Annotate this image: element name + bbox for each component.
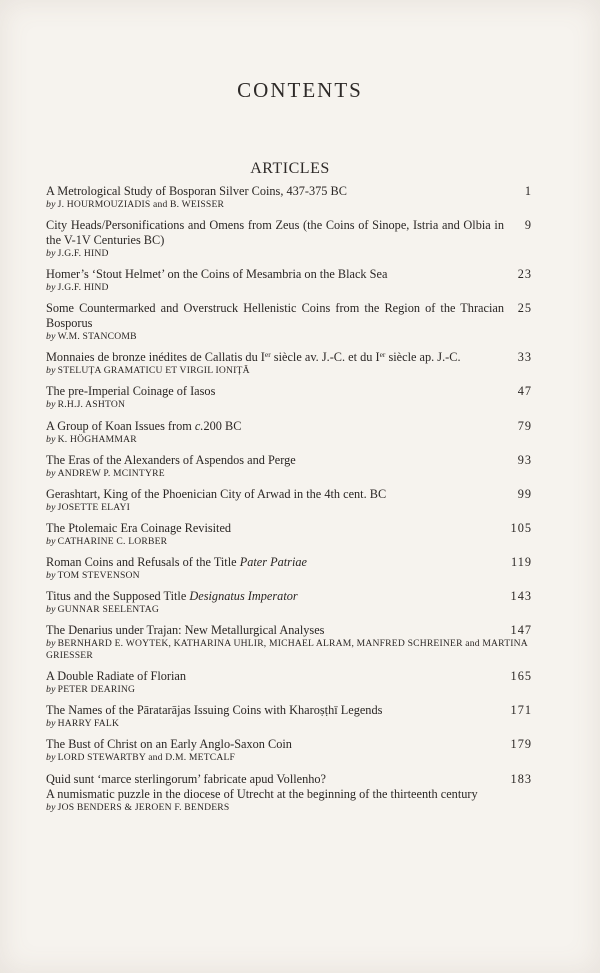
article-authors: by PETER DEARING (46, 684, 136, 696)
toc-entry[interactable] (46, 737, 532, 764)
toc-entry[interactable] (46, 301, 532, 343)
page-number: 47 (517, 384, 532, 399)
article-title: A Group of Koan Issues from c.200 BC (46, 418, 242, 433)
toc-entry[interactable] (46, 703, 532, 730)
page-number: 1 (524, 184, 532, 198)
toc-entry[interactable] (46, 184, 532, 211)
article-authors: by JOS BENDERS & JEROEN F. BENDERS (46, 801, 230, 813)
page-number: 99 (517, 486, 532, 501)
page-number: 143 (510, 589, 532, 604)
article-title: Quid sunt ‘marce sterlingorum’ fabricate apud Vollenho? (46, 771, 327, 786)
article-title: The Denarius under Trajan: New Metallurgical Analyses (46, 623, 325, 638)
page-number: 183 (510, 771, 532, 786)
toc-entry[interactable] (46, 772, 532, 814)
page-number: 25 (517, 301, 532, 316)
article-title: A Double Radiate of Florian (46, 669, 187, 684)
toc-entry[interactable] (46, 521, 532, 548)
article-authors: by CATHARINE C. LORBER (46, 535, 168, 547)
article-authors: by J.G.F. HIND (46, 248, 109, 260)
articles-section-heading: ARTICLES (250, 160, 330, 177)
page-number: 105 (510, 520, 532, 535)
article-authors: by J.G.F. HIND (46, 282, 109, 294)
page-number: 179 (510, 737, 532, 752)
article-title: Titus and the Supposed Title Designatus Imperator (46, 589, 298, 604)
toc-entry[interactable] (46, 589, 532, 616)
article-title: The Names of the Pāratarājas Issuing Coins with Kharoṣṭhī Legends (46, 703, 383, 718)
toc-entry[interactable] (46, 453, 532, 480)
article-authors: by LORD STEWARTBY and D.M. METCALF (46, 752, 236, 764)
toc-entry[interactable] (46, 267, 532, 294)
toc-entry[interactable] (46, 623, 532, 662)
article-title: Gerashtart, King of the Phoenician City of Arwad in the 4th cent. BC (46, 486, 387, 501)
article-authors: by BERNHARD E. WOYTEK, KATHARINA UHLIR, MICHAEL ALRAM, MANFRED SCHREINER and MARTINA GRIESSER (46, 638, 528, 662)
article-title: Some Countermarked and Overstruck Hellenistic Coins from the Region of the Thracian Bosporus (46, 301, 504, 331)
page-number: 93 (517, 452, 532, 467)
page-number: 79 (517, 418, 532, 433)
article-title: Homer’s ‘Stout Helmet’ on the Coins of Mesambria on the Black Sea (46, 267, 388, 282)
article-subtitle: A numismatic puzzle in the diocese of Utrecht at the beginning of the thirteenth century (46, 786, 478, 801)
article-authors: by J. HOURMOUZIADIS and B. WEISSER (46, 199, 225, 210)
article-title: The pre-Imperial Coinage of Iasos (46, 384, 216, 399)
page-number: 9 (524, 218, 532, 233)
article-title: City Heads/Personifications and Omens from Zeus (the Coins of Sinope, Istria and Olbia in the V-1V Centuries BC) (46, 218, 504, 248)
toc-entry[interactable] (46, 350, 532, 377)
article-authors: by R.H.J. ASHTON (46, 399, 126, 411)
article-authors: by ANDREW P. MCINTYRE (46, 467, 165, 479)
article-authors: by K. HÖGHAMMAR (46, 433, 137, 445)
toc-entry[interactable] (46, 384, 532, 411)
page-number: 23 (517, 267, 532, 282)
page-number: 165 (510, 669, 532, 684)
article-title: The Ptolemaic Era Coinage Revisited (46, 520, 232, 535)
page-number: 119 (511, 554, 532, 569)
article-authors: by JOSETTE ELAYI (46, 501, 130, 513)
toc-entry[interactable] (46, 218, 532, 260)
article-title: Roman Coins and Refusals of the Title Pater Patriae (46, 554, 307, 569)
article-authors: by TOM STEVENSON (46, 569, 140, 581)
page-number: 33 (517, 350, 532, 365)
article-title: The Bust of Christ on an Early Anglo-Saxon Coin (46, 737, 292, 752)
toc-entry[interactable] (46, 555, 532, 582)
page-number: 147 (510, 623, 532, 638)
article-authors: by HARRY FALK (46, 718, 120, 730)
table-of-contents (46, 184, 532, 821)
article-title: The Eras of the Alexanders of Aspendos and Perge (46, 452, 296, 467)
article-authors: by GUNNAR SEELENTAG (46, 604, 159, 616)
toc-entry[interactable] (46, 419, 532, 446)
article-title: Monnaies de bronze inédites de Callatis du Ier siècle av. J.-C. et du Ier siècle ap. J.-C. (46, 350, 461, 365)
page-number: 171 (510, 703, 532, 718)
contents-heading: CONTENTS (237, 78, 363, 102)
article-authors: by STELUȚA GRAMATICU ET VIRGIL IONIȚĂ (46, 365, 250, 377)
article-title: A Metrological Study of Bosporan Silver Coins, 437-375 BC (46, 184, 347, 198)
toc-entry[interactable] (46, 669, 532, 696)
article-authors: by W.M. STANCOMB (46, 331, 137, 343)
toc-entry[interactable] (46, 487, 532, 514)
